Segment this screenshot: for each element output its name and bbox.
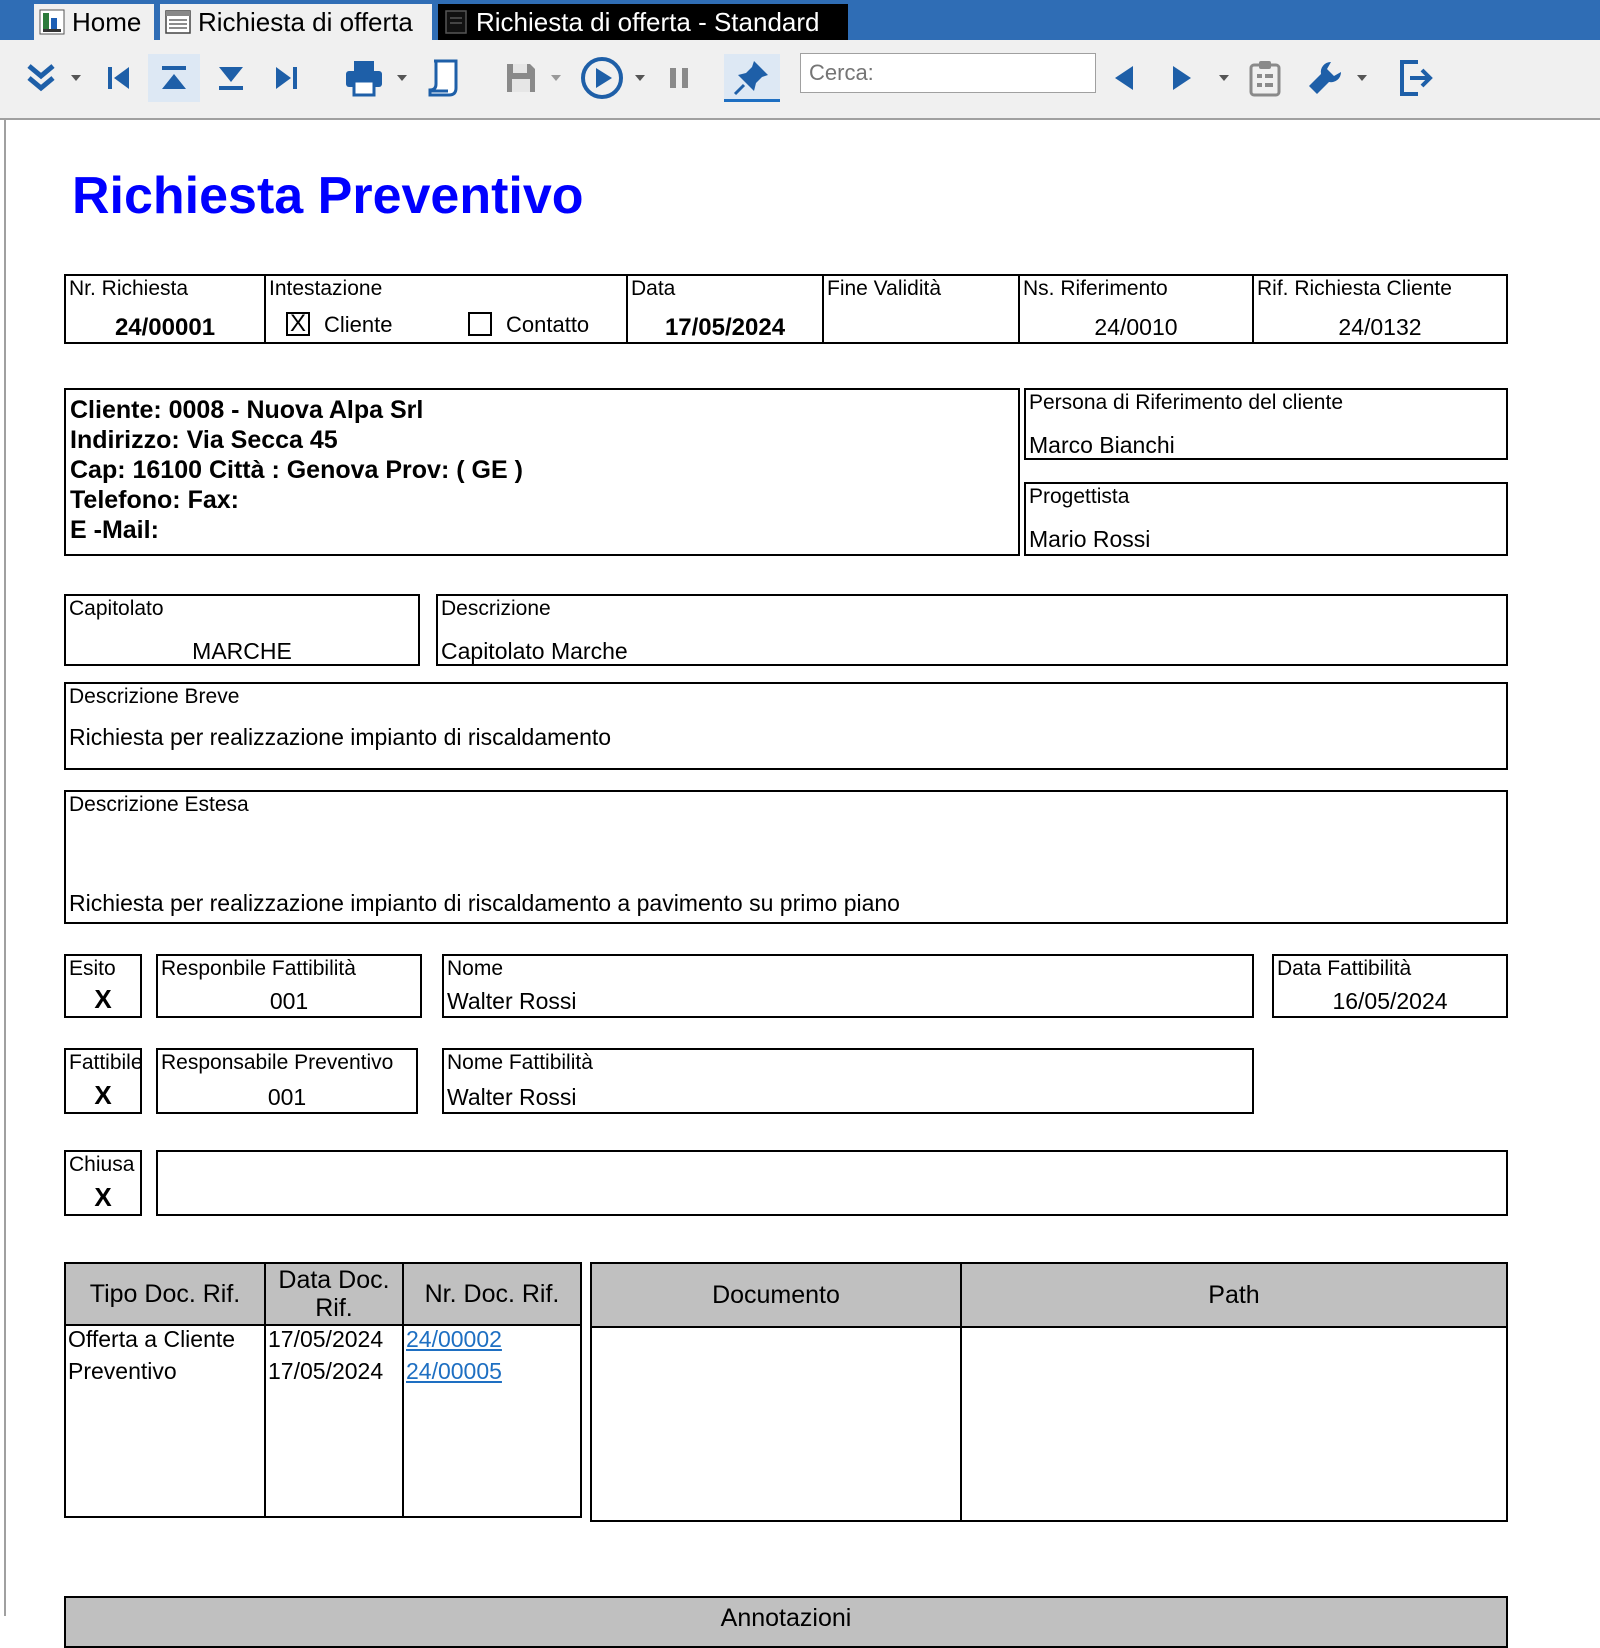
rif-richiesta-box bbox=[1252, 274, 1508, 344]
chiusa-box bbox=[64, 1150, 142, 1216]
ref-header-data: Data Doc. Rif. bbox=[264, 1262, 404, 1326]
triangle-left-icon bbox=[1111, 63, 1137, 93]
print-preview-button[interactable] bbox=[418, 54, 468, 102]
nome-label: Nome bbox=[447, 957, 504, 980]
fattibile-box bbox=[64, 1048, 142, 1114]
top-button[interactable] bbox=[148, 54, 200, 102]
persona-value: Marco Bianchi bbox=[1029, 432, 1175, 458]
resp-prev-label: Responsabile Preventivo bbox=[161, 1051, 394, 1074]
descrizione-breve-value: Richiesta per realizzazione impianto di riscaldamento bbox=[69, 724, 612, 750]
descrizione-box bbox=[436, 594, 1508, 666]
descrizione-estesa-box bbox=[64, 790, 1508, 924]
progettista-box bbox=[1024, 482, 1508, 556]
chevron-down-icon[interactable] bbox=[396, 74, 408, 82]
tab-home[interactable] bbox=[34, 4, 154, 40]
capitolato-box bbox=[64, 594, 420, 666]
floppy-disk-icon bbox=[504, 61, 538, 95]
search-input[interactable] bbox=[800, 53, 1096, 93]
chevron-down-icon[interactable] bbox=[1356, 74, 1368, 82]
nome-fattibilita-box bbox=[442, 1048, 1254, 1114]
intestazione-box bbox=[264, 274, 628, 344]
settings-button[interactable] bbox=[1298, 54, 1352, 102]
rif-richiesta-value: 24/0132 bbox=[1338, 314, 1422, 340]
tab-active-label: Richiesta di offerta - Standard bbox=[476, 6, 820, 37]
tab-bar bbox=[0, 0, 1600, 40]
app-logo-icon bbox=[38, 8, 66, 36]
doc-header-path: Path bbox=[960, 1262, 1508, 1328]
tab-home-label: Home bbox=[72, 6, 142, 37]
esito-box bbox=[64, 954, 142, 1018]
ref-row-2-nr-link[interactable]: 24/00005 bbox=[406, 1358, 502, 1384]
doc-header-documento: Documento bbox=[590, 1262, 962, 1328]
exit-icon bbox=[1398, 59, 1434, 97]
persona-label: Persona di Riferimento del cliente bbox=[1029, 391, 1343, 414]
tab-richiesta-offerta[interactable] bbox=[160, 4, 432, 40]
data-value: 17/05/2024 bbox=[664, 314, 786, 341]
first-page-button[interactable] bbox=[94, 54, 142, 102]
cliente-address: Indirizzo: Via Secca 45 bbox=[70, 426, 338, 454]
resp-fatt-value: 001 bbox=[269, 988, 309, 1014]
triangle-right-icon bbox=[1169, 63, 1195, 93]
data-fatt-label: Data Fattibilità bbox=[1277, 957, 1412, 980]
ns-riferimento-box bbox=[1018, 274, 1254, 344]
last-page-icon bbox=[272, 63, 302, 93]
nome-fatt-value: Walter Rossi bbox=[447, 1084, 577, 1110]
descrizione-estesa-value: Richiesta per realizzazione impianto di riscaldamento a pavimento su primo piano bbox=[69, 890, 900, 916]
cliente-checkbox[interactable]: X bbox=[286, 312, 310, 336]
report-icon bbox=[442, 8, 470, 36]
clipboard-icon bbox=[1248, 59, 1282, 97]
clipboard-button[interactable] bbox=[1240, 54, 1290, 102]
print-button[interactable] bbox=[334, 54, 394, 102]
save-button[interactable] bbox=[496, 54, 546, 102]
play-circle-icon bbox=[580, 56, 624, 100]
resp-fatt-label: Responbile Fattibilità bbox=[161, 957, 356, 980]
nr-richiesta-value: 24/00001 bbox=[114, 314, 216, 341]
cliente-email: E -Mail: bbox=[70, 516, 159, 544]
cliente-box bbox=[64, 388, 1020, 556]
ref-row-2-data: 17/05/2024 bbox=[268, 1358, 384, 1384]
chevron-down-icon[interactable] bbox=[634, 74, 646, 82]
progettista-value: Mario Rossi bbox=[1029, 526, 1151, 552]
double-chevron-down-icon bbox=[23, 60, 59, 96]
esito-value: X bbox=[94, 984, 112, 1014]
pin-icon bbox=[732, 57, 772, 97]
resp-fattibilita-box bbox=[156, 954, 422, 1018]
cliente-option-label: Cliente bbox=[324, 312, 393, 337]
nr-richiesta-box bbox=[64, 274, 266, 344]
tab-richiesta-label: Richiesta di offerta bbox=[198, 6, 413, 37]
data-fatt-value: 16/05/2024 bbox=[1332, 988, 1448, 1014]
pin-button[interactable] bbox=[724, 54, 780, 102]
chiusa-value: X bbox=[94, 1182, 112, 1212]
pause-button[interactable] bbox=[656, 54, 702, 102]
ref-row-1-nr-link[interactable]: 24/00002 bbox=[406, 1326, 502, 1352]
contatto-checkbox[interactable] bbox=[468, 312, 492, 336]
fattibile-label: Fattibile bbox=[69, 1051, 143, 1074]
search-next-button[interactable] bbox=[1158, 54, 1206, 102]
printer-icon bbox=[344, 59, 384, 97]
ref-header-nr: Nr. Doc. Rif. bbox=[402, 1262, 582, 1326]
ns-riferimento-label: Ns. Riferimento bbox=[1023, 277, 1168, 300]
chiusa-label: Chiusa bbox=[69, 1153, 135, 1176]
fine-validita-label: Fine Validità bbox=[827, 277, 942, 300]
chiusa-notes-box bbox=[156, 1150, 1508, 1216]
data-fattibilita-box bbox=[1272, 954, 1508, 1018]
toolbar bbox=[0, 40, 1600, 120]
nome-box bbox=[442, 954, 1254, 1018]
persona-riferimento-box bbox=[1024, 388, 1508, 460]
exit-button[interactable] bbox=[1390, 54, 1442, 102]
page-preview-icon bbox=[426, 58, 460, 98]
data-label: Data bbox=[631, 277, 676, 300]
search-previous-button[interactable] bbox=[1100, 54, 1148, 102]
play-button[interactable] bbox=[574, 54, 630, 102]
annotazioni-section bbox=[64, 1596, 1508, 1632]
descrizione-breve-label: Descrizione Breve bbox=[69, 685, 240, 708]
ref-row-2-tipo: Preventivo bbox=[68, 1358, 177, 1384]
cliente-name: Cliente: 0008 - Nuova Alpa Srl bbox=[70, 396, 424, 424]
capitolato-value: MARCHE bbox=[192, 638, 292, 664]
bottom-button[interactable] bbox=[206, 54, 256, 102]
ref-row-1-data: 17/05/2024 bbox=[268, 1326, 384, 1352]
chevron-down-icon[interactable] bbox=[1218, 74, 1230, 82]
cliente-phone: Telefono: Fax: bbox=[70, 486, 239, 514]
descrizione-label: Descrizione bbox=[441, 597, 551, 620]
chevron-down-icon[interactable] bbox=[70, 74, 82, 82]
expand-all-button[interactable] bbox=[16, 54, 66, 102]
arrow-top-icon bbox=[159, 63, 189, 93]
pause-icon bbox=[665, 64, 693, 92]
page-title: Richiesta Preventivo bbox=[72, 167, 584, 225]
contatto-option-label: Contatto bbox=[506, 312, 590, 337]
ref-header-tipo: Tipo Doc. Rif. bbox=[64, 1262, 266, 1326]
tab-richiesta-standard[interactable] bbox=[438, 4, 848, 40]
resp-preventivo-box bbox=[156, 1048, 418, 1114]
esito-label: Esito bbox=[69, 957, 116, 980]
annotazioni-header: Annotazioni bbox=[64, 1596, 1508, 1648]
descrizione-estesa-label: Descrizione Estesa bbox=[69, 793, 249, 816]
descrizione-breve-box bbox=[64, 682, 1508, 770]
first-page-icon bbox=[103, 63, 133, 93]
descrizione-value: Capitolato Marche bbox=[441, 638, 628, 664]
wrench-icon bbox=[1305, 58, 1345, 98]
resp-prev-value: 001 bbox=[267, 1084, 307, 1110]
progettista-label: Progettista bbox=[1029, 485, 1130, 508]
chevron-down-icon[interactable] bbox=[550, 74, 562, 82]
arrow-bottom-icon bbox=[216, 63, 246, 93]
capitolato-label: Capitolato bbox=[69, 597, 164, 620]
nome-value: Walter Rossi bbox=[447, 988, 577, 1014]
last-page-button[interactable] bbox=[262, 54, 312, 102]
fattibile-value: X bbox=[94, 1080, 112, 1110]
nome-fatt-label: Nome Fattibilità bbox=[447, 1051, 593, 1074]
data-box bbox=[626, 274, 824, 344]
ref-row-1-tipo: Offerta a Cliente bbox=[68, 1326, 236, 1352]
ns-riferimento-value: 24/0010 bbox=[1094, 314, 1178, 340]
cliente-city: Cap: 16100 Città : Genova Prov: ( GE ) bbox=[70, 456, 523, 484]
fine-validita-box bbox=[822, 274, 1020, 344]
intestazione-label: Intestazione bbox=[269, 277, 383, 300]
nr-richiesta-label: Nr. Richiesta bbox=[69, 277, 189, 300]
form-icon bbox=[164, 8, 192, 36]
rif-richiesta-label: Rif. Richiesta Cliente bbox=[1257, 277, 1452, 300]
